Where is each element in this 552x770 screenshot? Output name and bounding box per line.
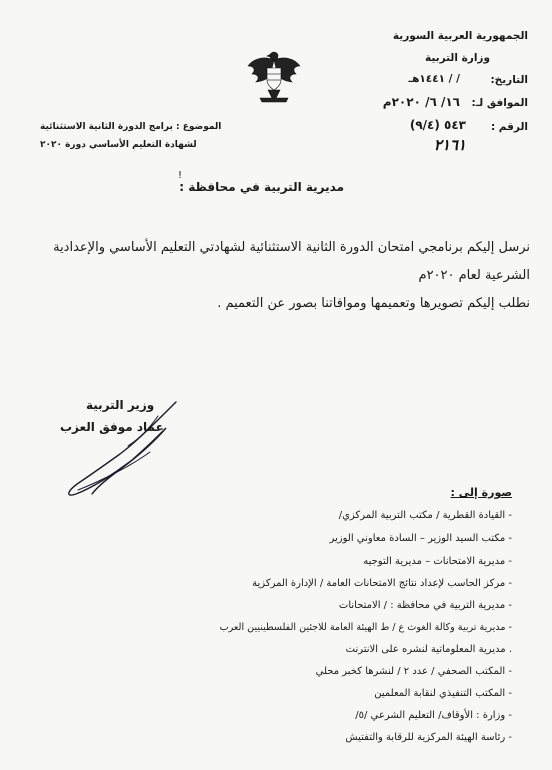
date-hijri-label: التاريخ: [490,74,528,86]
body-line-2: الشرعية لعام ٢٠٢٠م [418,268,530,283]
cc-item: - المكتب الصحفي / عدد ٢ / لنشرها كخبر محلي [315,666,512,677]
date-hijri-value: / / ١٤٤١هـ [408,73,460,85]
cc-heading: صورة إلى : [450,486,512,499]
cc-item: - المكتب التنفيذي لنقابة المعلمين [374,688,512,699]
republic-name: الجمهورية العربية السورية [392,30,528,42]
cc-item: . مديرية المعلوماتية لنشره على الانترنت [345,644,512,655]
body-line-3: نطلب إليكم تصويرها وتعميمها وموافاتنا بصور عن التعميم . [217,296,530,311]
cc-item: - وزارة : الأوقاف/ التعليم الشرعي /٥/ [355,710,512,721]
cc-item: - مديرية تربية وكالة الغوث ع / ط الهيئة العامة للاجئين الفلسطينيين العرب [219,622,512,633]
cc-item: - مديرية التربية في محافظة : / الامتحانات [338,600,512,611]
body-line-1: نرسل إليكم برنامجي امتحان الدورة الثانية الاستثنائية لشهادتي التعليم الأساسي والإعدادية [53,240,530,255]
signature-name: عماد موفق العزب [60,420,164,434]
syria-eagle-emblem-icon [246,46,302,110]
signature-title: وزير التربية [86,398,155,412]
subject-line-1: الموضوع : برامج الدورة الثانية الاستثنائية [40,122,222,132]
cc-item: - مركز الحاسب لإعداد نتائج الامتحانات العامة / الإدارة المركزية [252,578,512,589]
cc-item: - القيادة القطرية / مكتب التربية المركزي/ [338,510,512,521]
cc-item: - مديرية الامتحانات – مديرية التوجيه [363,556,512,567]
subject-line-2: لشهادة التعليم الأساسي دورة ٢٠٢٠ [40,140,197,150]
date-greg-label: الموافق لـ: [471,97,528,109]
cc-item: - رئاسة الهيئة المركزية للرقابة والتفتيش [345,732,512,743]
recipient-mark: ! [178,170,183,181]
handwritten-signature-icon [58,394,188,504]
reference-label: الرقم : [490,121,528,133]
reference-handwritten: ٢١٦١ [433,136,466,154]
date-greg-value: ١٦/ ٦/ ٢٠٢٠م [382,95,460,109]
recipient-line: مديرية التربية في محافظة : [179,180,344,194]
ministry-name: وزارة التربية [424,52,490,64]
cc-item: - مكتب السيد الوزير – السادة معاوني الوزير [329,533,512,544]
reference-number: ٥٤٣ (٩/٤) [409,118,466,132]
